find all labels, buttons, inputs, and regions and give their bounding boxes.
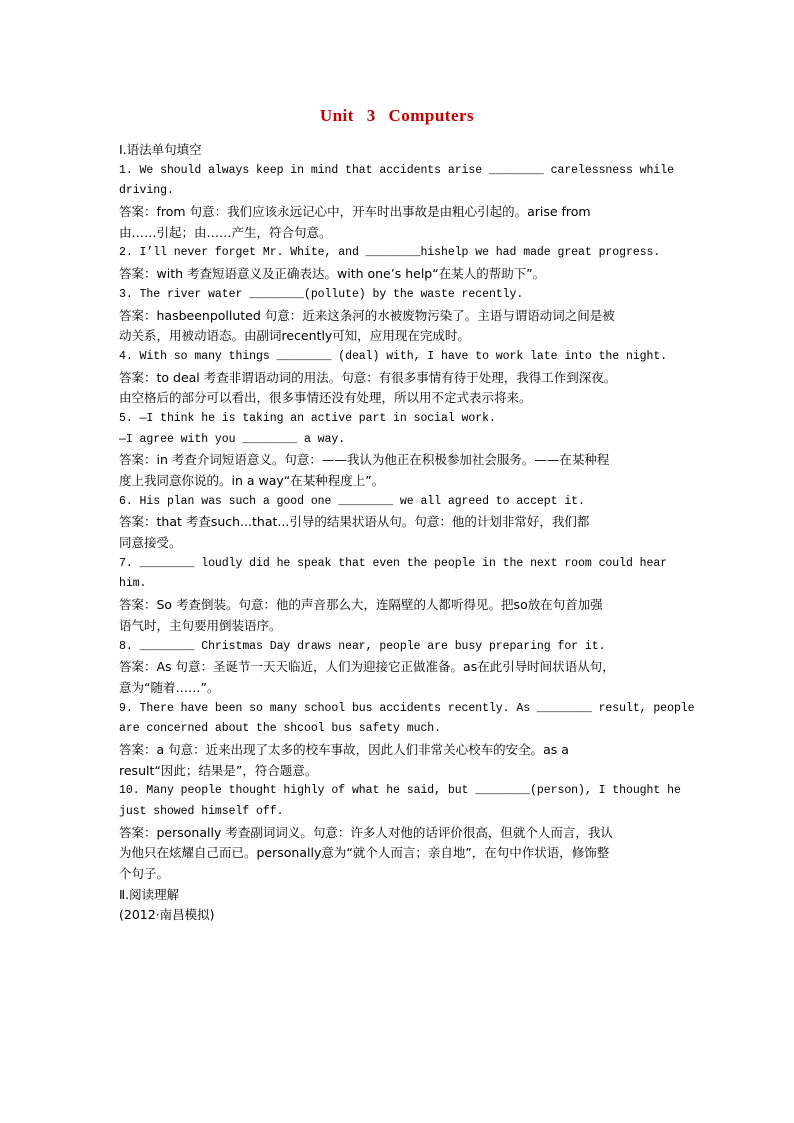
- text-line: 9. There have been so many school bus accidents recently. As ________ result, people: [119, 701, 695, 715]
- text-line: 10. Many people thought highly of what he said, but ________(person), I thought he: [119, 784, 681, 798]
- text-line: 由……引起；由……产生，符合句意。: [119, 224, 332, 240]
- text-line: 7. ________ loudly did he speak that even the people in the next room could hear: [119, 556, 668, 570]
- text-line: 答案：with 考查短语意义及正确表达。with one’s help“在某人的帮助下”。: [119, 266, 546, 282]
- text-line: driving.: [119, 184, 174, 198]
- text-line: 答案：that 考查such...that...引导的结果状语从句。句意：他的计划非常好，我们都: [119, 514, 590, 530]
- text-line: result“因此；结果是”，符合题意。: [119, 762, 318, 778]
- text-line: Ⅱ.阅读理解: [119, 886, 180, 902]
- text-line: 8. ________ Christmas Day draws near, people are busy preparing for it.: [119, 639, 606, 653]
- text-line: 答案：in 考查介词短语意义。句意：——我认为他正在积极参加社会服务。——在某种程: [119, 452, 610, 468]
- text-line: 6. His plan was such a good one ________ we all agreed to accept it.: [119, 494, 585, 508]
- text-line: 同意接受。: [119, 535, 182, 551]
- text-line: 动关系，用被动语态。由副词recently可知，应用现在完成时。: [119, 328, 470, 344]
- text-line: 答案：As 句意：圣诞节一天天临近，人们为迎接它正做准备。as在此引导时间状语从句，: [119, 659, 615, 675]
- text-line: 答案：hasbeenpolluted 句意：近来这条河的水被废物污染了。主语与谓语动词之间是被: [119, 307, 615, 323]
- text-line: 由空格后的部分可以看出，很多事情还没有处理，所以用不定式表示将来。: [119, 390, 532, 406]
- text-line: 3. The river water ________(pollute) by the waste recently.: [119, 287, 524, 301]
- text-line: are concerned about the shcool bus safety much.: [119, 722, 442, 736]
- page-title: Unit 3 Computers: [319, 106, 475, 125]
- text-line: 答案：personally 考查副词词义。句意：许多人对他的话评价很高，但就个人而言，我认: [119, 824, 613, 840]
- text-line: 度上我同意你说的。in a way“在某种程度上”。: [119, 473, 385, 488]
- text-line: 答案：from 句意：我们应该永远记心中，开车时出事故是由粗心引起的。arise from: [119, 204, 591, 220]
- text-line: (2012·南昌模拟): [119, 907, 215, 923]
- text-line: —I agree with you ________ a way.: [119, 432, 346, 446]
- text-line: 答案：So 考查倒装。句意：他的声音那么大，连隔壁的人都听得见。把so放在句首加强: [119, 597, 603, 613]
- text-line: 为他只在炫耀自己而已。personally意为“就个人而言；亲自地”，在句中作状语，修饰整: [119, 845, 610, 861]
- text-line: Ⅰ.语法单句填空: [119, 142, 202, 157]
- text-line: just showed himself off.: [119, 805, 284, 818]
- document-body: [119, 140, 699, 926]
- text-line: 2. I’ll never forget Mr. White, and ________hishelp we had made great progress.: [119, 246, 661, 260]
- text-line: 意为“随着……”。: [119, 679, 220, 695]
- text-line: 答案：to deal 考查非谓语动词的用法。句意：有很多事情有待于处理，我得工作到深夜。: [119, 369, 617, 385]
- text-line: 5. —I think he is taking an active part in social work.: [119, 411, 496, 425]
- text-line: 语气时，主句要用倒装语序。: [119, 617, 282, 633]
- text-line: 1. We should always keep in mind that accidents arise ________ carelessness while: [119, 163, 674, 177]
- text-line: him.: [119, 577, 147, 591]
- text-line: 4. With so many things ________ (deal) with, I have to work late into the night.: [119, 349, 668, 363]
- text-line: 答案：a 句意：近来出现了太多的校车事故，因此人们非常关心校车的安全。as a: [119, 741, 569, 757]
- text-line: 个句子。: [119, 866, 170, 882]
